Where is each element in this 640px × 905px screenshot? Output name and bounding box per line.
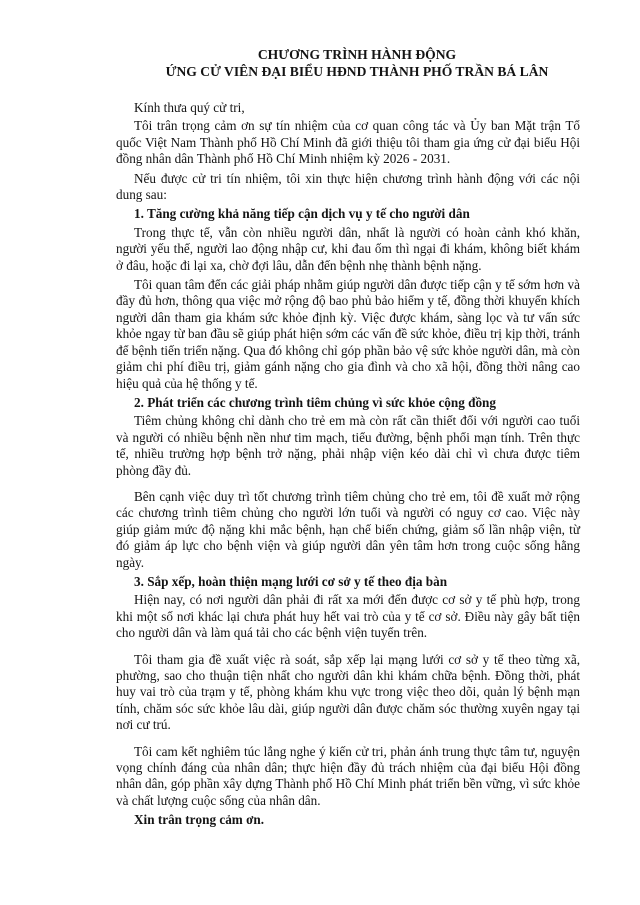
intro-paragraph: Tôi trân trọng cảm ơn sự tín nhiệm của cơ quan công tác và Ủy ban Mặt trận Tổ quốc Việt Nam Thành phố Hồ Chí Minh đã giới thiệu tôi tham gia ứng cử đại biểu Hội đồng nhân dân Thành phố Hồ Chí Minh nhiệm kỳ 2026 - 2031. [116,118,580,167]
commitment-paragraph: Tôi cam kết nghiêm túc lắng nghe ý kiến cử tri, phản ánh trung thực tâm tư, nguyện vọng chính đáng của nhân dân; thực hiện đầy đủ trách nhiệm của đại biểu Hội đồng nhân dân, góp phần xây dựng Thành phố Hồ Chí Minh phát triển bền vững, vì sức khỏe và chất lượng cuộc sống của nhân dân. [116,743,580,808]
paragraph-gap [116,482,580,489]
title-line-1: CHƯƠNG TRÌNH HÀNH ĐỘNG [257,47,457,62]
document-title [116,46,580,80]
greeting: Kính thưa quý cử tri, [134,100,245,115]
section-3-paragraph-1: Hiện nay, có nơi người dân phải đi rất xa mới đến được cơ sở y tế phù hợp, trong khi một số nơi khác lại chưa phát huy hết vai trò của y tế cơ sở. Điều này gây bất tiện cho người dân và làm quá tải cho các bệnh viện tuyến trên. [116,592,580,641]
section-2-heading: 2. Phát triển các chương trình tiêm chủng vì sức khỏe cộng đồng [134,394,496,410]
section-3-heading: 3. Sắp xếp, hoàn thiện mạng lưới cơ sở y tế theo địa bàn [134,573,448,589]
lead-paragraph: Nếu được cử tri tín nhiệm, tôi xin thực hiện chương trình hành động với các nội dung sau: [116,170,580,203]
section-1-heading: 1. Tăng cường khả năng tiếp cận dịch vụ y tế cho người dân [134,206,470,222]
closing-line: Xin trân trọng cảm ơn. [134,812,265,828]
section-1-paragraph-1: Trong thực tế, vẫn còn nhiều người dân, nhất là người có hoàn cảnh khó khăn, người yếu thế, người lao động nhập cư, khi đau ốm thì ngại đi khám, không biết khám ở đâu, hoặc đi lại xa, chờ đợi lâu, dẫn đến bệnh nhẹ thành bệnh nặng. [116,224,580,273]
section-2-paragraph-1: Tiêm chủng không chỉ dành cho trẻ em mà còn rất cần thiết đối với người cao tuổi và người có nhiều bệnh nền như tim mạch, tiểu đường, bệnh phổi mạn tính. Trên thực tế, nhiều trường hợp bệnh trở nặng, phải nhập viện kéo dài chỉ vì chưa được tiêm phòng đầy đủ. [116,413,580,478]
paragraph-gap [116,645,580,652]
title-line-2: ỨNG CỬ VIÊN ĐẠI BIỂU HĐND THÀNH PHỐ TRẦN BÁ LÂN [165,64,549,79]
section-1-paragraph-2: Tôi quan tâm đến các giải pháp nhằm giúp người dân được tiếp cận y tế sớm hơn và đầy đủ hơn, thông qua việc mở rộng độ bao phủ bảo hiểm y tế, đồng thời khuyến khích người dân tham gia khám sức khỏe định kỳ. Việc được khám, sàng lọc và tư vấn sức khỏe ngay từ ban đầu sẽ giúp phát hiện sớm các vấn đề sức khỏe, điều trị kịp thời, tránh để bệnh tiến triển nặng. Qua đó không chỉ góp phần bảo vệ sức khỏe người dân, mà còn giảm chi phí điều trị, giảm gánh nặng cho gia đình và cho xã hội, đồng thời nâng cao hiệu quả của hệ thống y tế. [116,277,580,391]
section-3-paragraph-2: Tôi tham gia đề xuất việc rà soát, sắp xếp lại mạng lưới cơ sở y tế theo từng xã, phường, sao cho thuận tiện nhất cho người dân khi khám chữa bệnh. Đồng thời, phát huy vai trò của trạm y tế, phòng khám khu vực trong việc theo dõi, quản lý bệnh mạn tính, chăm sóc sức khỏe lâu dài, giúp người dân được chăm sóc thường xuyên ngay tại nơi cư trú. [116,651,580,733]
paragraph-gap [116,737,580,744]
section-2-paragraph-2: Bên cạnh việc duy trì tốt chương trình tiêm chủng cho trẻ em, tôi đề xuất mở rộng các chương trình tiêm chủng cho người lớn tuổi và người có nguy cơ cao. Việc này giúp giảm mức độ nặng khi mắc bệnh, hạn chế biến chứng, giảm số lần nhập viện, từ đó giảm áp lực cho bệnh viện và giúp người dân yên tâm hơn trong cuộc sống hằng ngày. [116,488,580,570]
